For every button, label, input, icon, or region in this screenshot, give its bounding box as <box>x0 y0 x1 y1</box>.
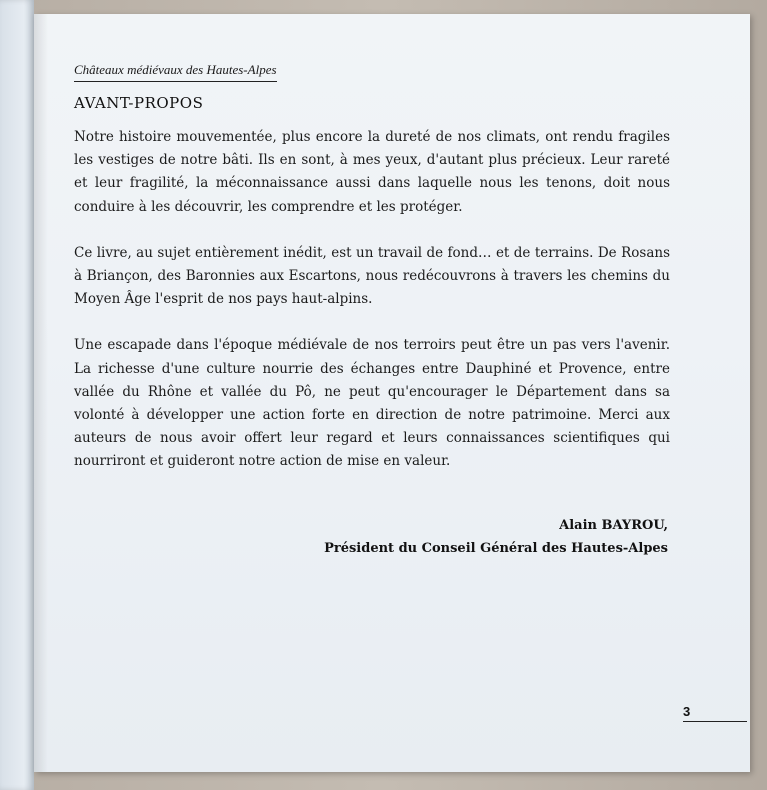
signature-role: Président du Conseil Général des Hautes-Alpes <box>324 541 668 556</box>
paragraph-1: Notre histoire mouvementée, plus encore la dureté de nos climats, ont rendu fragiles les vestiges de notre bâti. Ils en sont, à mes yeux, d'autant plus précieux. Leur rareté et leur fragilité, la méconnaissance aussi dans laquelle nous les tenons, doit nous conduire à les découvrir, les comprendre et les protéger. <box>74 129 670 215</box>
book-page <box>34 14 750 772</box>
paragraph-2: Ce livre, au sujet entièrement inédit, est un travail de fond… et de terrains. De Rosans à Briançon, des Baronnies aux Escartons, nous redécouvrons à travers les chemins du Moyen Âge l'esprit de nos pays haut-alpins. <box>74 244 670 308</box>
signature-name: Alain BAYROU, <box>559 518 668 533</box>
paragraph-3: Une escapade dans l'époque médiévale de nos terroirs peut être un pas vers l'avenir. La richesse d'une culture nourrie des échanges entre Dauphiné et Provence, entre vallée du Rhône et vallée du Pô, ne peut qu'encourager le Département dans sa volonté à développer une action forte en direction de notre patrimoine. Merci aux auteurs de nous avoir offert leur regard et leurs connaissances scientifiques qui nourriront et guideront notre action de mise en valeur. <box>74 337 670 470</box>
previous-page-edge <box>0 0 34 790</box>
section-title: AVANT-PROPOS <box>74 94 204 112</box>
signature-block <box>324 514 668 560</box>
running-header: Châteaux médiévaux des Hautes-Alpes <box>74 62 277 82</box>
foreword-body <box>74 126 670 497</box>
page-number: 3 <box>683 704 747 722</box>
